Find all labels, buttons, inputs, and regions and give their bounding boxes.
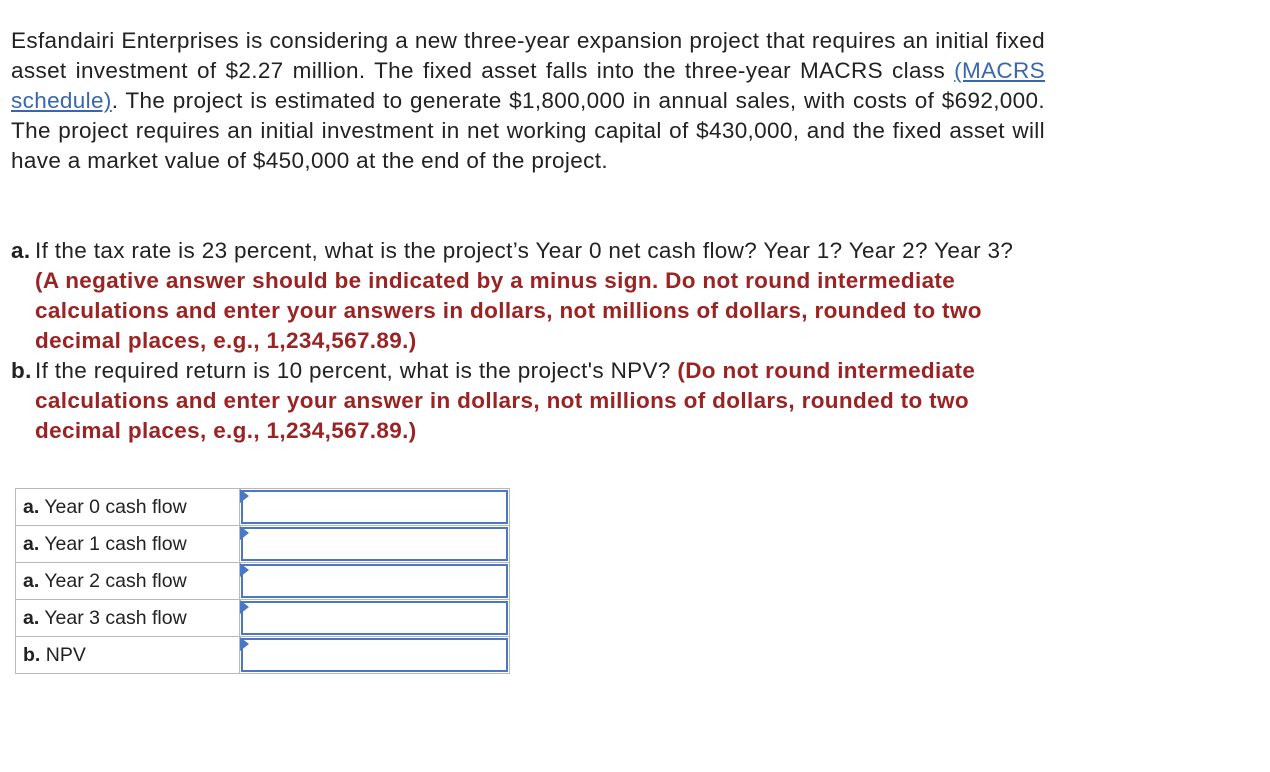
questions xyxy=(11,236,1041,446)
year0-cash-flow-input[interactable] xyxy=(241,490,508,524)
table-row xyxy=(16,489,510,526)
flag-icon xyxy=(240,526,249,540)
problem-text-2: . The project is estimated to generate $1,800,000 in annual sales, with costs of $692,000. The project requires an initial investment in net working capital of $430,000, and the fixed asset will have a market value of $450,000 at the end of the project. xyxy=(11,88,1045,173)
question-a xyxy=(11,236,1041,356)
table-row xyxy=(16,600,510,637)
answer-label-npv: b. NPV xyxy=(16,637,240,674)
answer-cell-npv xyxy=(240,637,510,674)
macrs-schedule-link[interactable]: (MACRS schedule) xyxy=(11,58,1045,113)
answer-cell-year3 xyxy=(240,600,510,637)
question-a-text: If the tax rate is 23 percent, what is the project’s Year 0 net cash flow? Year 1? Year 2? Year 3? xyxy=(35,238,1014,263)
table-row xyxy=(16,563,510,600)
answer-cell-year1 xyxy=(240,526,510,563)
year1-cash-flow-input[interactable] xyxy=(241,527,508,561)
answer-cell-year2 xyxy=(240,563,510,600)
answer-label-year1: a. Year 1 cash flow xyxy=(16,526,240,563)
flag-icon xyxy=(240,563,249,577)
problem-text-1: Esfandairi Enterprises is considering a new three-year expansion project that requires an initial fixed asset investment of $2.27 million. The fixed asset falls into the three-year MACRS class xyxy=(11,28,1045,83)
question-b-text: If the required return is 10 percent, what is the project's NPV? xyxy=(35,358,678,383)
npv-input[interactable] xyxy=(241,638,508,672)
flag-icon xyxy=(240,600,249,614)
table-row xyxy=(16,526,510,563)
answer-label-year2: a. Year 2 cash flow xyxy=(16,563,240,600)
question-b xyxy=(11,356,1041,446)
question-b-instruction: (Do not round intermediate calculations and enter your answer in dollars, not millions of dollars, rounded to two decimal places, e.g., 1,234,567.89.) xyxy=(35,358,976,443)
table-row xyxy=(16,637,510,674)
answer-table xyxy=(15,488,510,674)
flag-icon xyxy=(240,489,249,503)
question-b-label: b. xyxy=(11,358,32,383)
flag-icon xyxy=(240,637,249,651)
answer-label-year0: a. Year 0 cash flow xyxy=(16,489,240,526)
question-a-label: a. xyxy=(11,238,31,263)
question-a-instruction: (A negative answer should be indicated by a minus sign. Do not round intermediate calculations and enter your answers in dollars, not millions of dollars, rounded to two decimal places, e.g., 1,234,567.89.) xyxy=(35,268,982,353)
year3-cash-flow-input[interactable] xyxy=(241,601,508,635)
answer-label-year3: a. Year 3 cash flow xyxy=(16,600,240,637)
answer-cell-year0 xyxy=(240,489,510,526)
year2-cash-flow-input[interactable] xyxy=(241,564,508,598)
problem-statement xyxy=(11,26,1045,176)
